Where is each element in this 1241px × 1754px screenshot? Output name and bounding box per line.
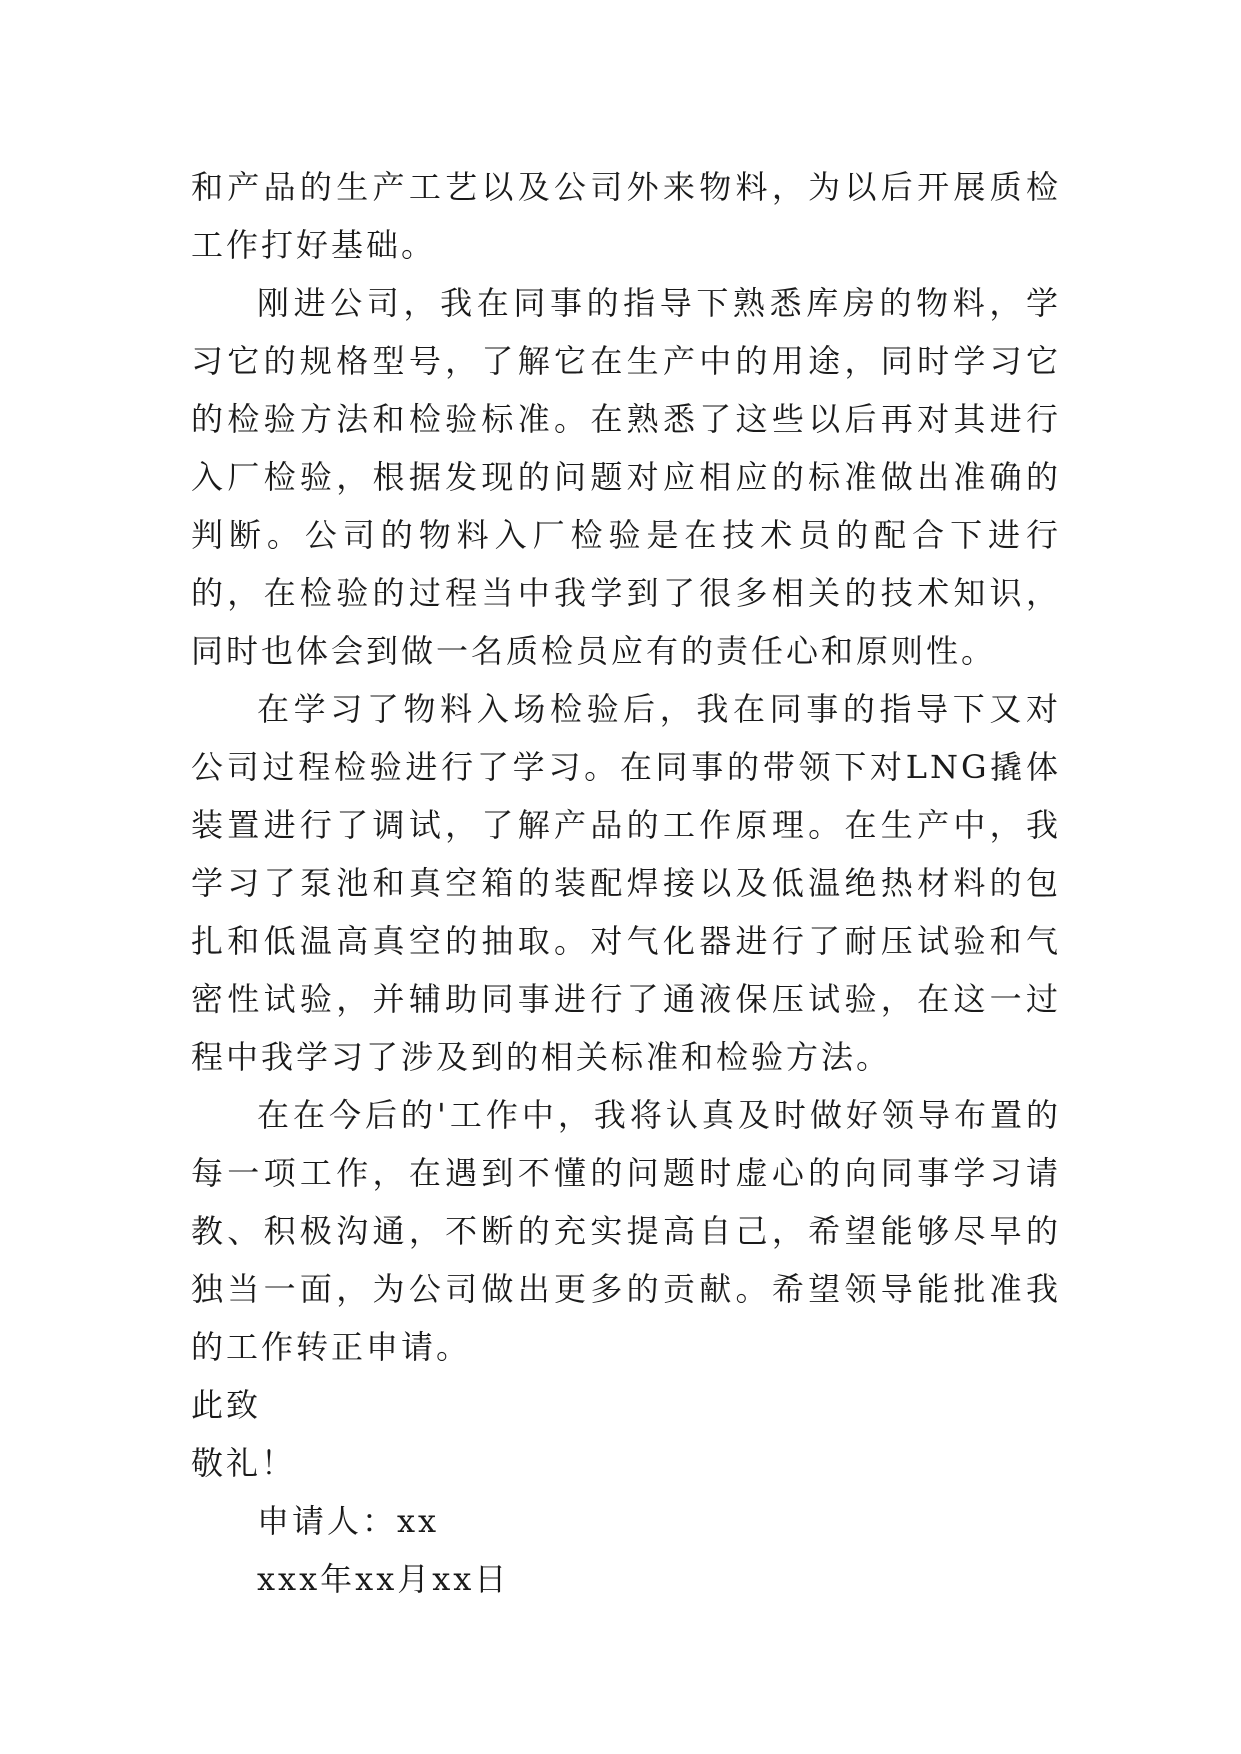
closing-regards: 敬礼！ (191, 1444, 297, 1482)
closing-salutation: 此致 (191, 1386, 262, 1424)
applicant-signature: 申请人：xx (257, 1502, 440, 1540)
signature-date: xxx年xx月xx日 (257, 1560, 510, 1598)
paragraph-process-inspection: 在学习了物料入场检验后，我在同事的指导下又对公司过程检验进行了学习。在同事的带领下对LNG撬体装置进行了调试，了解产品的工作原理。在生产中，我学习了泵池和真空箱的装配焊接以及低温绝热材料的包扎和低温高真空的抽取。对气化器进行了耐压试验和气密性试验，并辅助同事进行了通液保压试验，在这一过程中我学习了涉及到的相关标准和检验方法。 (191, 690, 1061, 1076)
paragraph-incoming-inspection: 刚进公司，我在同事的指导下熟悉库房的物料，学习它的规格型号，了解它在生产中的用途，同时学习它的检验方法和检验标准。在熟悉了这些以后再对其进行入厂检验，根据发现的问题对应相应的标准做出准确的判断。公司的物料入厂检验是在技术员的配合下进行的，在检验的过程当中我学到了很多相关的技术知识，同时也体会到做一名质检员应有的责任心和原则性。 (191, 284, 1061, 670)
letter-body (191, 158, 1061, 1608)
paragraph-continuation: 和产品的生产工艺以及公司外来物料，为以后开展质检工作打好基础。 (191, 168, 1061, 264)
paragraph-future-work: 在在今后的'工作中，我将认真及时做好领导布置的每一项工作，在遇到不懂的问题时虚心的向同事学习请教、积极沟通，不断的充实提高自己，希望能够尽早的独当一面，为公司做出更多的贡献。希望领导能批准我的工作转正申请。 (191, 1096, 1061, 1366)
